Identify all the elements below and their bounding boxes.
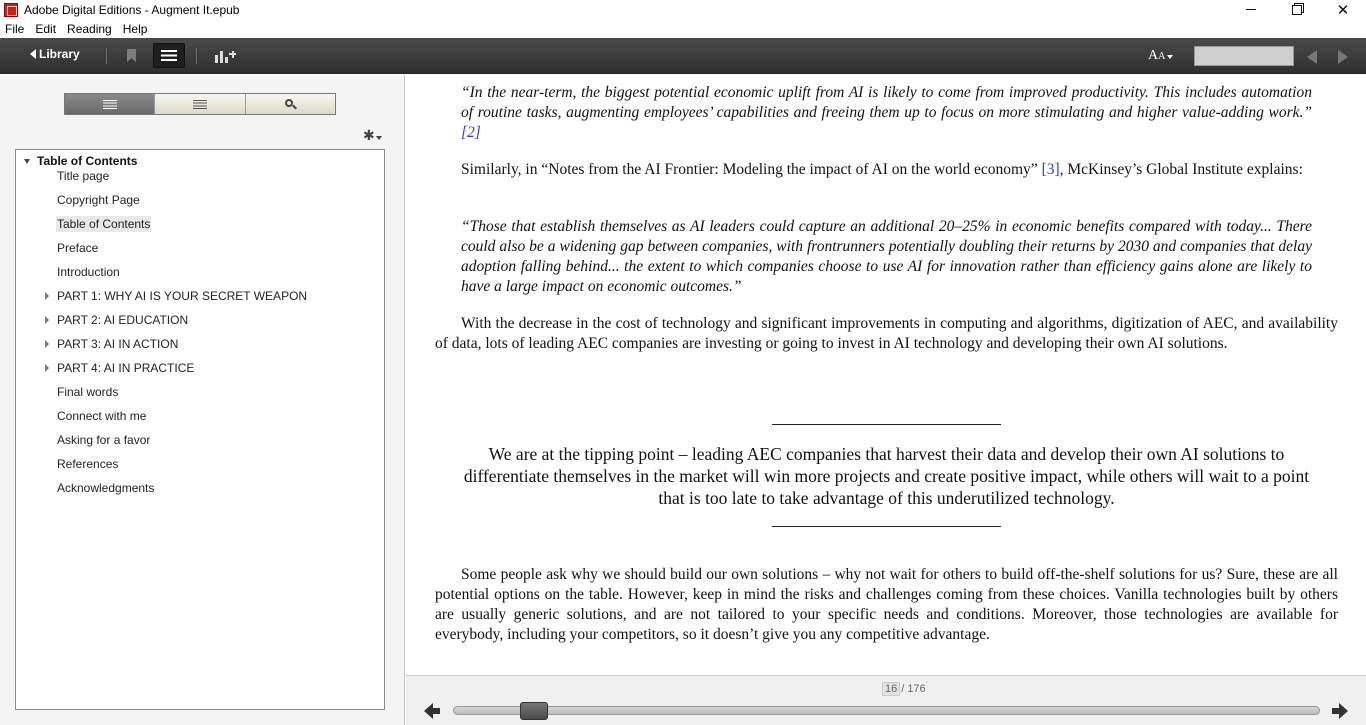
paragraph-text: Similarly, in “Notes from the AI Frontier: Modeling the impact of AI on the world economy” (461, 161, 1038, 178)
previous-page-arrow-icon[interactable] (424, 703, 440, 719)
toc-item-label: Final words (57, 385, 119, 399)
expand-caret-icon[interactable] (45, 340, 49, 348)
page-slider[interactable] (453, 706, 1320, 715)
paragraph-mckinsey (435, 160, 1338, 180)
gear-icon[interactable]: ✱ (363, 127, 382, 144)
toc-item[interactable] (16, 432, 384, 456)
pull-quote (461, 443, 1312, 509)
reading-pane (406, 75, 1366, 675)
toolbar (0, 38, 1366, 74)
toc-item-label: Asking for a favor (57, 433, 151, 447)
search-input[interactable] (1194, 46, 1294, 66)
divider-rule (772, 526, 1001, 527)
toc-item-label: PART 2: AI EDUCATION (57, 313, 189, 327)
toc-item[interactable] (16, 408, 384, 432)
page-indicator (882, 682, 926, 696)
expand-caret-icon[interactable] (45, 292, 49, 300)
quote-text: “In the near-term, the biggest potential economic uplift from AI is likely to come from improved productivity. This includes automation of routine tasks, augmenting employees’ capabilities and freeing them up to focus on more stimulating and higher value-adding work.” (461, 84, 1312, 121)
toc-view-tab[interactable] (65, 94, 154, 114)
maximize-button[interactable] (1274, 0, 1320, 19)
paragraph-text: With the decrease in the cost of technology and significant improvements in computing and algorithms, digitization of AEC, and availability of data, lots of leading AEC companies are investing or going to invest in AI technology and developing their own AI solutions. (435, 315, 1338, 352)
menu-bar (0, 19, 1366, 38)
page-slider-thumb[interactable] (520, 702, 548, 720)
expanded-caret-icon (24, 159, 30, 164)
toc-title: Table of Contents (37, 154, 138, 168)
toc-item-label: Acknowledgments (57, 481, 155, 495)
font-size-small-label: A (1158, 51, 1166, 62)
bookmark-icon[interactable] (127, 49, 136, 62)
font-size-large-label: A (1148, 48, 1159, 63)
library-button[interactable] (30, 47, 80, 61)
toc-item-label: PART 4: AI IN PRACTICE (57, 361, 195, 375)
paragraph-text: , McKinsey’s Global Institute explains: (1059, 161, 1303, 178)
window-controls (1228, 0, 1366, 19)
toolbar-divider (196, 48, 197, 64)
toolbar-divider (106, 48, 107, 64)
toc-toggle-button[interactable] (153, 43, 185, 68)
sidebar (0, 75, 405, 725)
footnote-link[interactable]: [3] (1041, 161, 1060, 178)
toc-item-selected[interactable] (16, 216, 384, 240)
ade-app-icon (4, 3, 18, 17)
search-view-tab[interactable] (245, 94, 335, 114)
pull-quote-text: We are at the tipping point – leading AEC companies that harvest their data and develop their own AI solutions to differentiate themselves in the market will win more projects and create positive impact, while others will wait to a point that is too late to take advantage of this underutilized technology. (463, 444, 1310, 508)
toc-item-label: Introduction (57, 265, 120, 279)
next-page-arrow-icon[interactable] (1332, 703, 1348, 719)
back-arrow-icon (30, 49, 36, 59)
toc-item-label: Preface (57, 241, 99, 255)
toc-item-label: Title page (57, 169, 110, 183)
toc-icon (103, 100, 117, 109)
menu-reading[interactable]: Reading (67, 21, 112, 36)
toc-item[interactable] (16, 360, 384, 384)
menu-edit[interactable]: Edit (35, 21, 57, 36)
toc-item-label: Connect with me (57, 409, 147, 423)
divider-rule (772, 424, 1001, 425)
toc-item[interactable] (16, 384, 384, 408)
list-icon (161, 50, 177, 61)
toc-item-label: PART 3: AI IN ACTION (57, 337, 179, 351)
toc-item-label: Copyright Page (57, 193, 140, 207)
toc-item[interactable] (16, 264, 384, 288)
search-icon (285, 99, 293, 107)
window-title: Adobe Digital Editions - Augment It.epub (24, 2, 240, 17)
menu-help[interactable]: Help (122, 21, 148, 36)
current-page-field[interactable]: 16 (882, 682, 900, 696)
paragraph-decrease-cost (435, 314, 1338, 354)
toc-item[interactable] (16, 288, 384, 312)
toc-item[interactable] (16, 240, 384, 264)
sidebar-view-switcher (64, 93, 336, 115)
paragraph-text: Some people ask why we should build our own solutions – why not wait for others to build off-the-shelf solutions for us? Sure, these are all potential options on the table. However, keep in mind the risks and challenges coming from these choices. Vanilla technologies built by others are usually generic solutions, and are not tailored to your specific needs and conditions. Moreover, those technologies are available for everybody, including your competitors, so it doesn’t give you any competitive advantage. (435, 566, 1338, 643)
toc-root[interactable] (24, 154, 137, 168)
previous-page-icon[interactable] (1307, 50, 1317, 64)
toc-item-label: PART 1: WHY AI IS YOUR SECRET WEAPON (57, 289, 308, 303)
blockquote-leaders (461, 217, 1312, 297)
page-separator: / (901, 683, 905, 695)
next-page-icon[interactable] (1338, 50, 1348, 64)
toc-item[interactable] (16, 456, 384, 480)
paragraph-build-own (435, 565, 1338, 645)
toc-list (16, 168, 384, 504)
total-pages: 176 (907, 683, 926, 695)
font-size-button[interactable] (1148, 48, 1173, 64)
title-bar (0, 0, 1366, 19)
toc-item[interactable] (16, 312, 384, 336)
blockquote-productivity (461, 83, 1312, 143)
bar-chart-plus-icon[interactable] (215, 49, 235, 63)
menu-file[interactable]: File (5, 21, 25, 36)
toc-item[interactable] (16, 480, 384, 504)
bookmarks-list-icon (193, 100, 207, 109)
toc-item[interactable] (16, 168, 384, 192)
toc-item[interactable] (16, 192, 384, 216)
toc-panel (15, 149, 385, 710)
quote-text: “Those that establish themselves as AI leaders could capture an additional 20–25% in economic benefits compared with today... There could also be a widening gap between companies, with frontrunners potentially doubling their returns by 2030 and companies that delay adoption falling behind... the extent to which companies choose to use AI for innovation rather than efficiency gains alone are likely to have a large impact on economic outcomes.” (461, 218, 1312, 295)
toc-item[interactable] (16, 336, 384, 360)
library-label: Library (39, 47, 80, 61)
expand-caret-icon[interactable] (45, 316, 49, 324)
expand-caret-icon[interactable] (45, 364, 49, 372)
footnote-link[interactable]: [2] (461, 124, 481, 141)
toc-item-label: Table of Contents (57, 217, 151, 231)
page-navigation-bar (406, 675, 1366, 725)
chevron-down-icon (1167, 55, 1173, 59)
bookmarks-view-tab[interactable] (154, 94, 244, 114)
close-button[interactable]: ✕ (1336, 1, 1350, 19)
minimize-button[interactable] (1228, 0, 1274, 19)
toc-item-label: References (57, 457, 119, 471)
